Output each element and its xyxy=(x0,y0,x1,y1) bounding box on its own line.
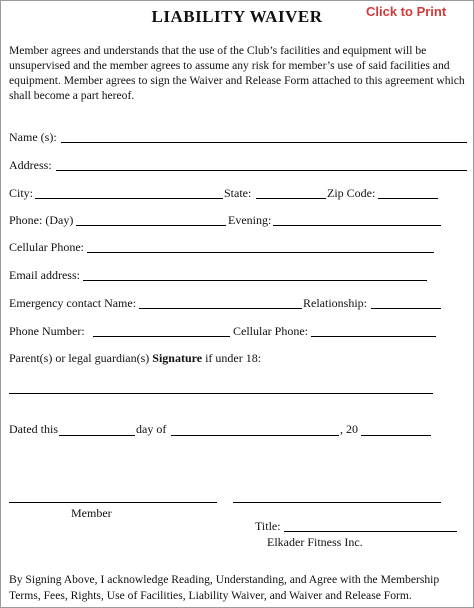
phone-day-field[interactable] xyxy=(76,225,226,226)
state-field[interactable] xyxy=(256,198,326,199)
page-title: LIABILITY WAIVER xyxy=(151,7,323,26)
month-field[interactable] xyxy=(171,435,339,436)
day-of-label: day of xyxy=(136,422,167,436)
member-label: Member xyxy=(71,506,112,520)
names-label: Name (s): xyxy=(9,130,57,144)
evening-phone-field[interactable] xyxy=(273,225,441,226)
company-signature-field[interactable] xyxy=(233,502,441,503)
state-label: State: xyxy=(224,186,252,200)
guardian-signature-label: Parent(s) or legal guardian(s) Signature if under 18: xyxy=(9,351,262,365)
year-prefix-label: , 20 xyxy=(340,422,358,436)
cellular-phone-2-field[interactable] xyxy=(311,336,436,337)
email-label: Email address: xyxy=(9,268,80,282)
member-signature-field[interactable] xyxy=(9,502,217,503)
company-name: Elkader Fitness Inc. xyxy=(267,535,363,549)
zip-code-label: Zip Code: xyxy=(327,186,376,200)
zip-code-field[interactable] xyxy=(378,198,438,199)
guardian-signature-field[interactable] xyxy=(9,393,433,394)
cellular-phone-2-label: Cellular Phone: xyxy=(233,324,308,338)
cellular-phone-label: Cellular Phone: xyxy=(9,240,84,254)
dated-this-label: Dated this xyxy=(9,422,58,436)
phone-day-label: Phone: (Day) xyxy=(9,213,74,227)
day-field[interactable] xyxy=(59,435,135,436)
acknowledgement-text: By Signing Above, I acknowledge Reading, Understanding, and Agree with the Membership Terms, Fees, Rights, Use of Facilities, Liability Waiver, and Waiver and Release Form. xyxy=(9,573,440,602)
relationship-field[interactable] xyxy=(371,308,441,309)
click-to-print-link[interactable]: Click to Print xyxy=(366,4,447,19)
year-field[interactable] xyxy=(361,435,431,436)
intro-paragraph: Member agrees and understands that the use of the Club’s facilities and equipment will be unsupervised and the member agrees to assume any risk for member’s use of said facilities and equipment. Member agrees to sign the Waiver and Release Form attached to this agreement which shall become a part hereof. xyxy=(9,44,465,102)
address-field[interactable] xyxy=(56,170,467,171)
city-field[interactable] xyxy=(35,198,223,199)
emergency-contact-label: Emergency contact Name: xyxy=(9,296,137,310)
title-field[interactable] xyxy=(284,531,457,532)
city-label: City: xyxy=(9,186,34,200)
title-label: Title: xyxy=(255,519,281,533)
phone-number-label: Phone Number: xyxy=(9,324,85,338)
cellular-phone-field[interactable] xyxy=(87,252,434,253)
evening-label: Evening: xyxy=(228,213,272,227)
phone-number-field[interactable] xyxy=(93,336,230,337)
address-label: Address: xyxy=(9,158,52,172)
relationship-label: Relationship: xyxy=(303,296,367,310)
emergency-contact-field[interactable] xyxy=(139,308,302,309)
names-field[interactable] xyxy=(61,142,467,143)
email-field[interactable] xyxy=(83,280,427,281)
